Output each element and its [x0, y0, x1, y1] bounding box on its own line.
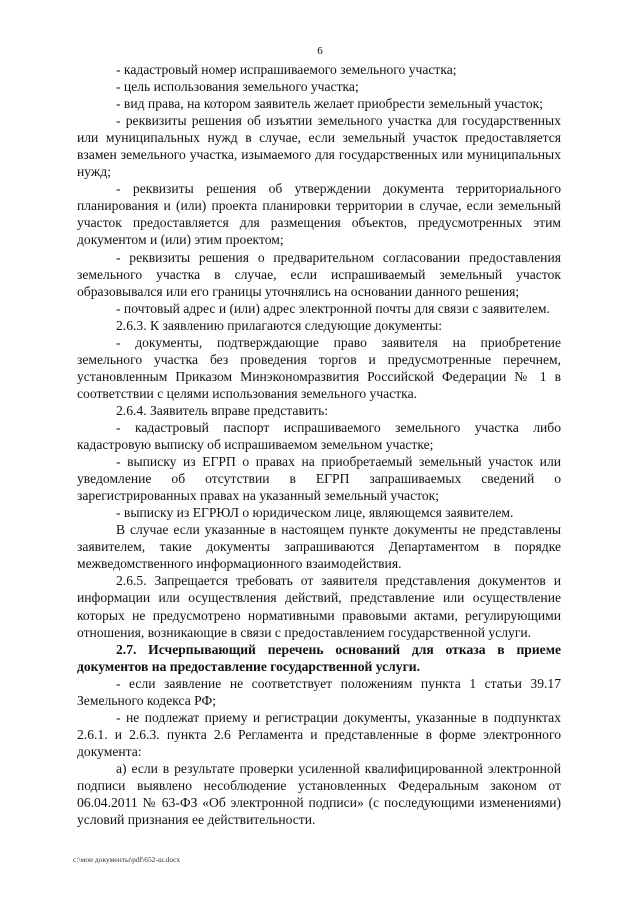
section-heading: 2.7. Исчерпывающий перечень оснований для отказа в приеме документов на предоставление государственной услуги. — [77, 641, 561, 674]
paragraph: - реквизиты решения о предварительном согласовании предоставления земельного участка в случае, если испрашиваемый земельный участок образовывался или его границы уточнялись на основании данного решения; — [77, 249, 561, 299]
paragraph: - выписку из ЕГРЮЛ о юридическом лице, являющемся заявителем. — [116, 505, 514, 521]
paragraph: - кадастровый номер испрашиваемого земельного участка; — [116, 62, 457, 77]
footer-file-path: c:\мои документы\pdf\652-ш.docx — [73, 855, 181, 864]
paragraph: 2.6.5. Запрещается требовать от заявителя представления документов и информации или осуществления действий, представление или осуществление которых не предусмотрено нормативными правовыми актами, регулирующими отношения, возникающие в связи с предоставлением государственной услуги. — [77, 573, 561, 640]
paragraph: - кадастровый паспорт испрашиваемого земельного участка либо кадастровую выписку об испрашиваемом земельном участке; — [77, 419, 561, 453]
paragraph: - документы, подтверждающие право заявителя на приобретение земельного участка без проведения торгов и предусмотренные перечнем, установленным Приказом Минэкономразвития Российской Федерации № 1 в соответствии с целями использования земельного участка. — [77, 334, 561, 401]
document-body — [77, 61, 561, 828]
paragraph: 2.6.4. Заявитель вправе представить: — [116, 402, 329, 418]
paragraph: 2.6.3. К заявлению прилагаются следующие документы: — [116, 317, 443, 333]
paragraph: - если заявление не соответствует положениям пункта 1 статьи 39.17 Земельного кодекса РФ; — [77, 675, 561, 708]
page-number: 6 — [317, 45, 323, 57]
paragraph: - цель использования земельного участка; — [116, 79, 359, 95]
paragraph: а) если в результате проверки усиленной квалифицированной электронной подписи выявлено несоблюдение установленных Федеральным законом от 06.04.2011 № 63-ФЗ «Об электронной подписи» (с последующими изменениями) условий признания ее действительности. — [77, 760, 561, 828]
paragraph: - вид права, на котором заявитель желает приобрести земельный участок; — [116, 96, 544, 112]
paragraph: - реквизиты решения об изъятии земельного участка для государственных или муниципальных нужд в случае, если земельный участок предоставляется взамен земельного участка, изымаемого для государственных или муниципальных нужд; — [77, 113, 561, 180]
paragraph: В случае если указанные в настоящем пункте документы не представлены заявителем, такие документы запрашиваются Департаментом в порядке межведомственного информационного взаимодействия. — [77, 522, 561, 572]
paragraph: - не подлежат приему и регистрации документы, указанные в подпунктах 2.6.1. и 2.6.3. пункта 2.6 Регламента и представленные в форме электронного документа: — [77, 709, 561, 759]
paragraph: - реквизиты решения об утверждении документа территориального планирования и (или) проекта планировки территории в случае, если земельный участок предоставляется для размещения объектов, предусмотренных этим документом и (или) этим проектом; — [77, 181, 561, 248]
paragraph: - почтовый адрес и (или) адрес электронной почты для связи с заявителем. — [116, 300, 550, 316]
paragraph: - выписку из ЕГРП о правах на приобретаемый земельный участок или уведомление об отсутствии в ЕГРП запрашиваемых сведений о зарегистрированных правах на указанный земельный участок; — [77, 454, 561, 504]
